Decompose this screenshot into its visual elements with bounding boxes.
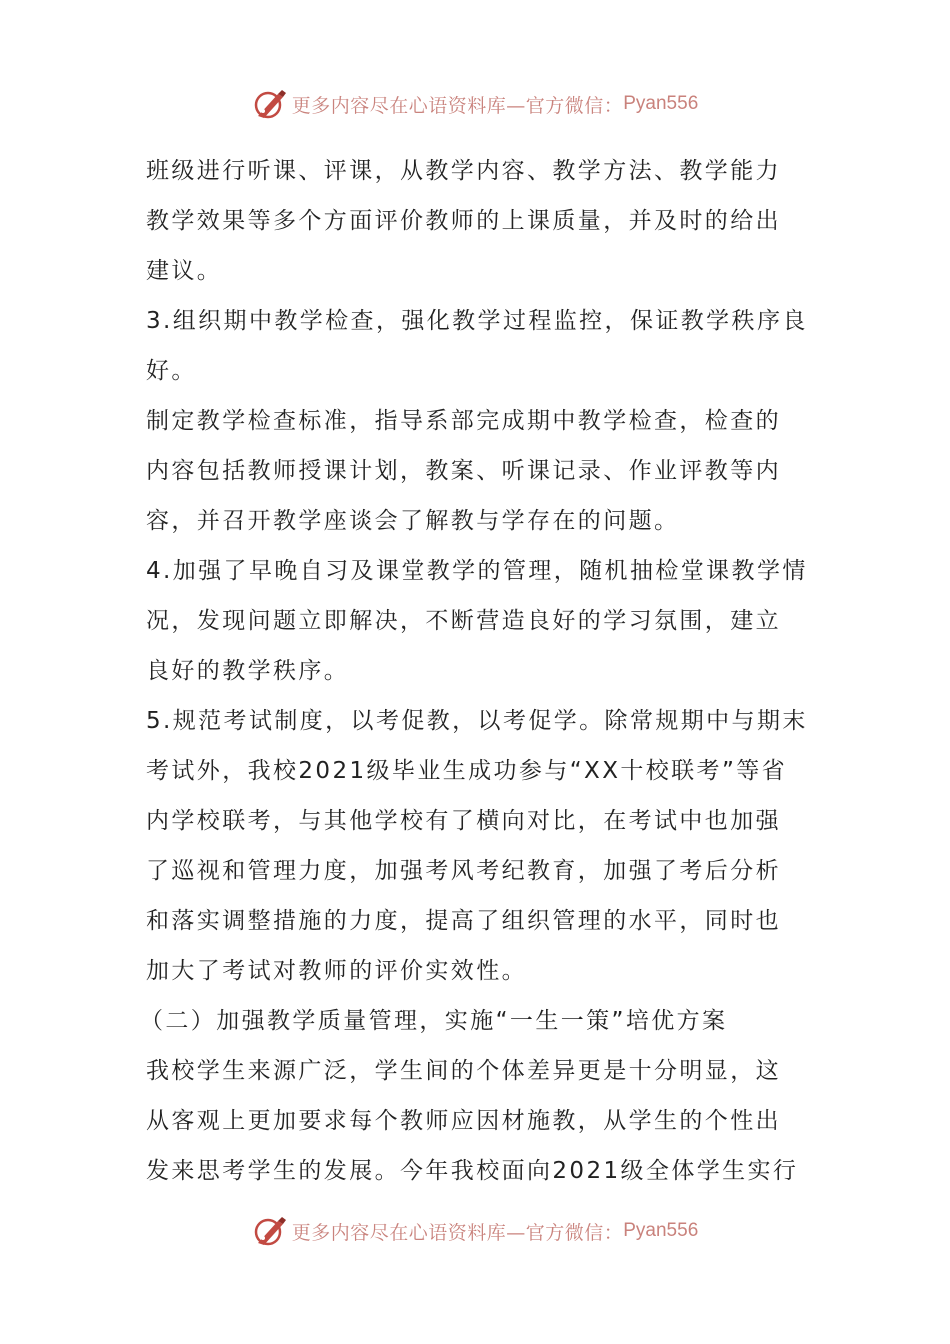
pen-logo-icon — [252, 86, 288, 122]
text-line: 4.加强了早晚自习及课堂教学的管理，随机抽检堂课教学情 — [146, 558, 808, 584]
text-line: 3.组织期中教学检查，强化教学过程监控，保证教学秩序良 — [146, 308, 808, 334]
text-line: 发来思考学生的发展。今年我校面向2021级全体学生实行 — [146, 1158, 799, 1184]
watermark-text: 更多内容尽在心语资料库—官方微信： — [291, 94, 624, 117]
text-line: 容，并召开教学座谈会了解教与学存在的问题。 — [146, 508, 680, 534]
text-line: 班级进行听课、评课，从教学内容、教学方法、教学能力 — [146, 158, 781, 184]
footer-watermark — [0, 1211, 950, 1251]
text-line: 考试外，我校2021级毕业生成功参与“XX十校联考”等省 — [146, 758, 788, 784]
text-line: 从客观上更加要求每个教师应因材施教，从学生的个性出 — [146, 1108, 781, 1134]
text-line: 了巡视和管理力度，加强考风考纪教育，加强了考后分析 — [146, 858, 781, 884]
watermark-text: 更多内容尽在心语资料库—官方微信： — [291, 1221, 624, 1244]
section-heading: （二）加强教学质量管理，实施“一生一策”培优方案 — [140, 1008, 728, 1034]
text-line: 和落实调整措施的力度，提高了组织管理的水平，同时也 — [146, 908, 781, 934]
text-line: 内容包括教师授课计划，教案、听课记录、作业评教等内 — [146, 458, 781, 484]
text-line: 加大了考试对教师的评价实效性。 — [146, 958, 527, 984]
watermark-wechat-id: Pyan556 — [623, 1220, 699, 1241]
text-line: 我校学生来源广泛，学生间的个体差异更是十分明显，这 — [146, 1058, 781, 1084]
text-line: 良好的教学秩序。 — [146, 658, 350, 684]
header-watermark — [0, 84, 950, 124]
text-line: 制定教学检查标准，指导系部完成期中教学检查，检查的 — [146, 408, 781, 434]
text-line: 5.规范考试制度，以考促教，以考促学。除常规期中与期末 — [146, 708, 808, 734]
text-line: 况，发现问题立即解决，不断营造良好的学习氛围，建立 — [146, 608, 781, 634]
pen-logo-icon — [252, 1213, 288, 1249]
text-line: 好。 — [146, 358, 197, 384]
text-line: 内学校联考，与其他学校有了横向对比，在考试中也加强 — [146, 808, 781, 834]
document-body — [140, 146, 808, 1196]
text-line: 建议。 — [146, 258, 223, 284]
text-line: 教学效果等多个方面评价教师的上课质量，并及时的给出 — [146, 208, 781, 234]
watermark-wechat-id: Pyan556 — [623, 93, 699, 114]
